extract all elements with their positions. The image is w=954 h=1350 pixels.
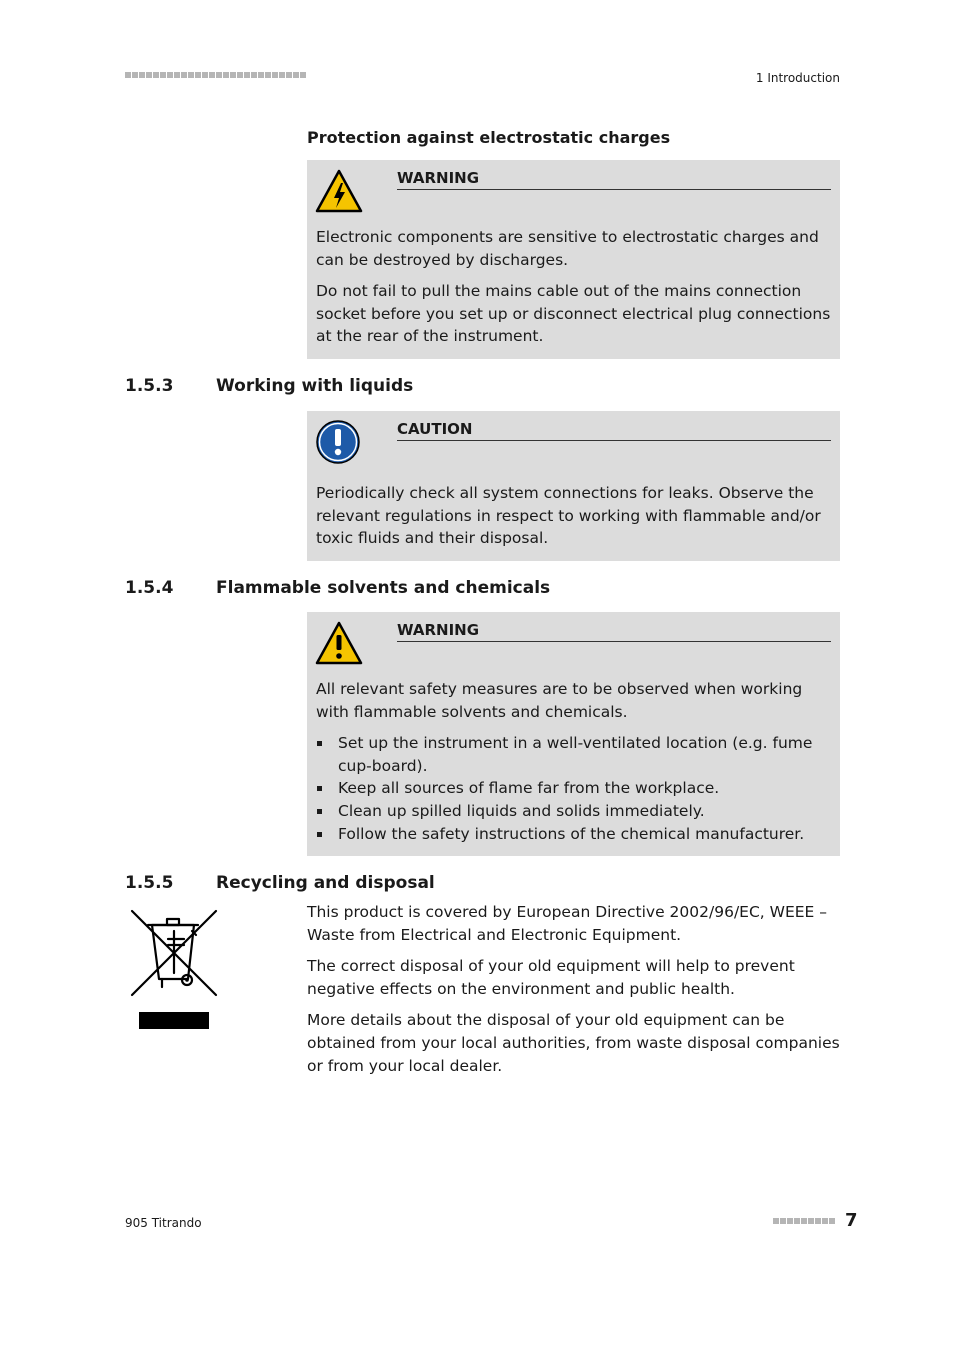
esd-warning-body: [316, 226, 831, 357]
mandatory-exclamation-icon: [315, 419, 363, 465]
page-number: 7: [845, 1210, 858, 1231]
header-chapter: 1 Introduction: [755, 71, 840, 85]
crossed-out-wheelie-bin-icon: [130, 909, 218, 1031]
warning-keyword: WARNING: [397, 621, 831, 642]
flammable-paragraph: All relevant safety measures are to be observed when working with flammable solvents and chemicals.: [316, 680, 803, 721]
liquids-caution-body: [316, 482, 831, 559]
footer-decoration: [773, 1218, 835, 1224]
liquids-paragraph: Periodically check all system connections for leaks. Observe the relevant regulations in respect to working with flammable and/or toxic fluids and their disposal.: [316, 484, 821, 548]
flammable-warning-box: [307, 612, 840, 856]
recycling-paragraph-1: This product is covered by European Directive 2002/96/EC, WEEE – Waste from Electrical and Electronic Equipment.: [307, 903, 828, 944]
caution-keyword: CAUTION: [397, 420, 831, 441]
list-item: Set up the instrument in a well-ventilated location (e.g. fume cup-board).: [316, 732, 831, 777]
flammable-bullet-list: [316, 732, 831, 845]
recycling-paragraph-2: The correct disposal of your old equipment will help to prevent negative effects on the environment and public health.: [307, 957, 795, 998]
list-item: Clean up spilled liquids and solids immediately.: [316, 800, 831, 823]
section-heading-1-5-4: [125, 578, 550, 598]
electric-warning-icon: [315, 168, 363, 214]
flammable-warning-body: [316, 678, 831, 845]
esd-title: Protection against electrostatic charges: [307, 128, 671, 147]
header-decoration: [125, 72, 306, 78]
section-heading-1-5-5: [125, 873, 435, 893]
list-item: Keep all sources of flame far from the workplace.: [316, 777, 831, 800]
list-item: Follow the safety instructions of the chemical manufacturer.: [316, 823, 831, 846]
warning-keyword: WARNING: [397, 169, 831, 190]
section-heading-1-5-3: [125, 376, 413, 396]
recycling-text: [307, 901, 840, 1086]
section-number: 1.5.4: [125, 578, 174, 598]
footer-product: 905 Titrando: [125, 1216, 202, 1230]
esd-paragraph-1: Electronic components are sensitive to electrostatic charges and can be destroyed by discharges.: [316, 228, 819, 269]
liquids-caution-box: [307, 411, 840, 561]
esd-warning-box: [307, 160, 840, 359]
section-number: 1.5.5: [125, 873, 174, 893]
section-title: Flammable solvents and chemicals: [216, 578, 551, 598]
section-title: Recycling and disposal: [216, 873, 435, 893]
general-warning-icon: [315, 620, 363, 666]
section-title: Working with liquids: [216, 376, 414, 396]
section-number: 1.5.3: [125, 376, 174, 396]
recycling-paragraph-3: More details about the disposal of your old equipment can be obtained from your local authorities, from waste disposal companies or from your local dealer.: [307, 1011, 840, 1075]
esd-paragraph-2: Do not fail to pull the mains cable out of the mains connection socket before you set up or disconnect electrical plug connections at the rear of the instrument.: [316, 282, 831, 346]
